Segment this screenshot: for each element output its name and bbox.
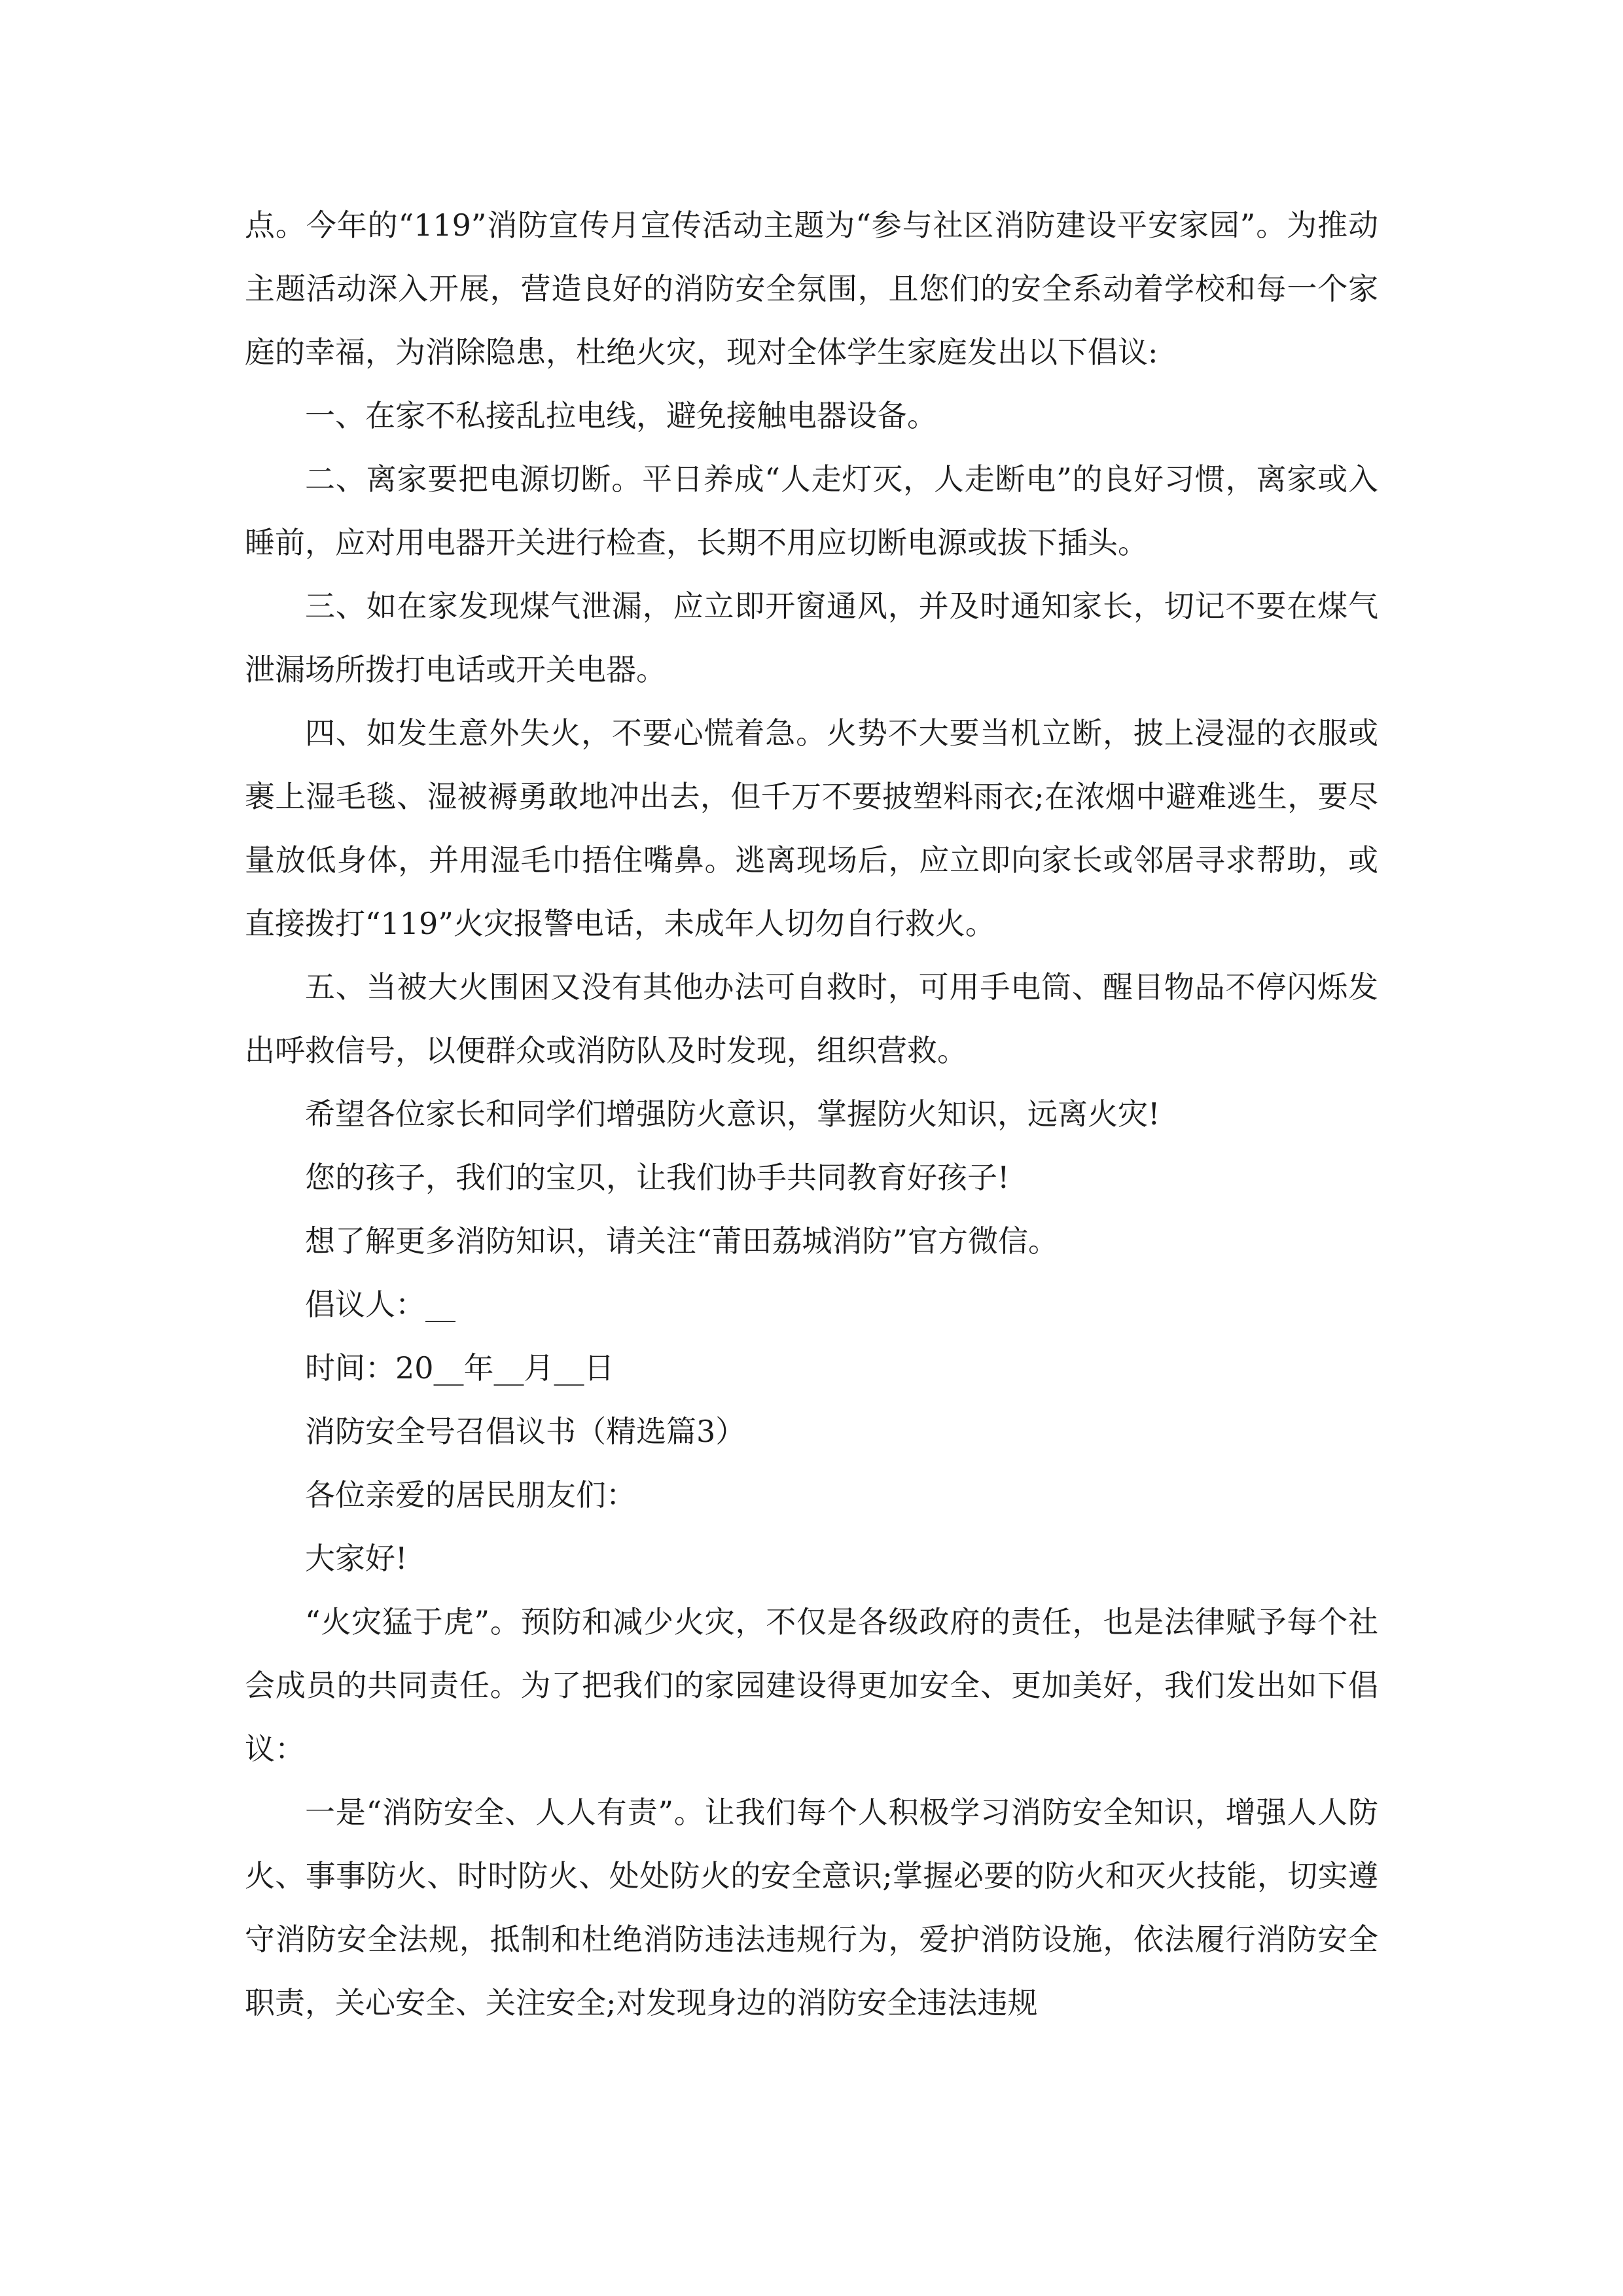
- paragraph-children: 您的孩子，我们的宝贝，让我们协手共同教育好孩子!: [305, 1160, 1010, 1195]
- paragraph-hope: 希望各位家长和同学们增强防火意识，掌握防火知识，远离火灾!: [305, 1096, 1160, 1132]
- paragraph-intro-continuation: 点。今年的“119”消防宣传月宣传活动主题为“参与社区消防建设平安家园”。为推动主题活动深入开展，营造良好的消防安全氛围，且您们的安全系动着学校和每一个家庭的幸福，为消除隐患，杜绝火灾，现对全体学生家庭发出以下倡议:: [245, 207, 1378, 370]
- paragraph-item-3: 三、如在家发现煤气泄漏，应立即开窗通风，并及时通知家长，切记不要在煤气泄漏场所拨打电话或开关电器。: [245, 588, 1378, 687]
- document-page: [245, 194, 1378, 2035]
- paragraph-item-1: 一、在家不私接乱拉电线，避免接触电器设备。: [305, 398, 937, 433]
- paragraph-wechat: 想了解更多消防知识，请关注“莆田荔城消防”官方微信。: [305, 1223, 1059, 1259]
- paragraph-point-1: 一是“消防安全、人人有责”。让我们每个人积极学习消防安全知识，增强人人防火、事事防火、时时防火、处处防火的安全意识;掌握必要的防火和灭火技能，切实遵守消防安全法规，抵制和杜绝消防违法违规行为，爱护消防设施，依法履行消防安全职责，关心安全、关注安全;对发现身边的消防安全违法违规: [245, 1795, 1378, 2020]
- salutation: 各位亲爱的居民朋友们：: [305, 1477, 636, 1513]
- paragraph-item-4: 四、如发生意外失火，不要心慌着急。火势不大要当机立断，披上浸湿的衣服或裹上湿毛毯、湿被褥勇敢地冲出去，但千万不要披塑料雨衣;在浓烟中避难逃生，要尽量放低身体，并用湿毛巾捂住嘴鼻。逃离现场后，应立即向家长或邻居寻求帮助，或直接拨打“119”火灾报警电话，未成年人切勿自行救火。: [245, 715, 1378, 941]
- paragraph-item-2: 二、离家要把电源切断。平日养成“人走灯灭，人走断电”的良好习惯，离家或入睡前，应对用电器开关进行检查，长期不用应切断电源或拔下插头。: [245, 461, 1378, 560]
- paragraph-fire-tiger: “火灾猛于虎”。预防和减少火灾，不仅是各级政府的责任，也是法律赋予每个社会成员的共同责任。为了把我们的家园建设得更加安全、更加美好，我们发出如下倡议：: [245, 1604, 1378, 1767]
- section-title: 消防安全号召倡议书（精选篇3）: [305, 1414, 746, 1449]
- paragraph-item-5: 五、当被大火围困又没有其他办法可自救时，可用手电筒、醒目物品不停闪烁发出呼救信号，以便群众或消防队及时发现，组织营救。: [245, 969, 1378, 1068]
- date-line: 时间：20__年__月__日: [305, 1350, 615, 1386]
- greeting: 大家好!: [305, 1541, 408, 1576]
- proposer-line: 倡议人：__: [305, 1287, 455, 1322]
